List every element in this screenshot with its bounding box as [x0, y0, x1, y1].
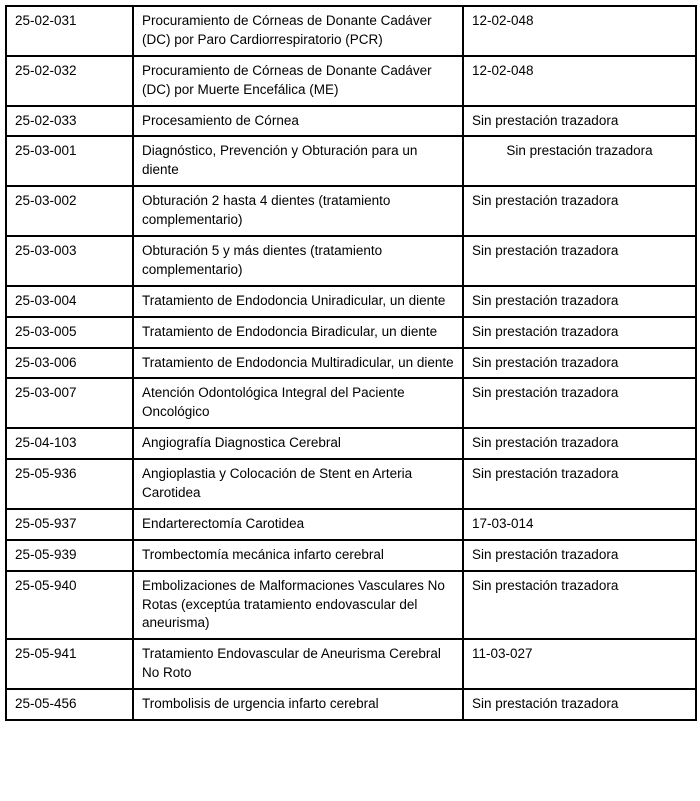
table-row — [6, 106, 696, 137]
code-cell: 25-02-031 — [6, 6, 133, 56]
tracer-cell: Sin prestación trazadora — [463, 428, 696, 459]
tracer-cell: 12-02-048 — [463, 6, 696, 56]
code-cell: 25-05-939 — [6, 540, 133, 571]
code-cell: 25-03-003 — [6, 236, 133, 286]
code-cell: 25-04-103 — [6, 428, 133, 459]
code-cell: 25-03-001 — [6, 136, 133, 186]
description-cell: Endarterectomía Carotidea — [133, 509, 463, 540]
table-row — [6, 317, 696, 348]
table-row — [6, 509, 696, 540]
table-row — [6, 348, 696, 379]
description-cell: Obturación 2 hasta 4 dientes (tratamiento complementario) — [133, 186, 463, 236]
table-row — [6, 689, 696, 720]
table-row — [6, 571, 696, 640]
code-cell: 25-05-940 — [6, 571, 133, 640]
code-cell: 25-02-032 — [6, 56, 133, 106]
table-row — [6, 286, 696, 317]
table-row — [6, 6, 696, 56]
description-cell: Atención Odontológica Integral del Paciente Oncológico — [133, 378, 463, 428]
tracer-cell: Sin prestación trazadora — [463, 378, 696, 428]
table-row — [6, 459, 696, 509]
table-row — [6, 56, 696, 106]
description-cell: Tratamiento Endovascular de Aneurisma Cerebral No Roto — [133, 639, 463, 689]
table-row — [6, 378, 696, 428]
description-cell: Procuramiento de Córneas de Donante Cadáver (DC) por Muerte Encefálica (ME) — [133, 56, 463, 106]
description-cell: Trombectomía mecánica infarto cerebral — [133, 540, 463, 571]
tracer-cell: Sin prestación trazadora — [463, 348, 696, 379]
code-cell: 25-03-006 — [6, 348, 133, 379]
code-cell: 25-05-937 — [6, 509, 133, 540]
code-cell: 25-05-941 — [6, 639, 133, 689]
tracer-cell: Sin prestación trazadora — [463, 689, 696, 720]
tracer-cell: 11-03-027 — [463, 639, 696, 689]
tracer-cell: 17-03-014 — [463, 509, 696, 540]
description-cell: Embolizaciones de Malformaciones Vasculares No Rotas (exceptúa tratamiento endovascular del aneurisma) — [133, 571, 463, 640]
table-row — [6, 540, 696, 571]
description-cell: Tratamiento de Endodoncia Biradicular, un diente — [133, 317, 463, 348]
tracer-cell: Sin prestación trazadora — [463, 459, 696, 509]
description-cell: Tratamiento de Endodoncia Uniradicular, un diente — [133, 286, 463, 317]
code-cell: 25-03-002 — [6, 186, 133, 236]
table-row — [6, 136, 696, 186]
code-cell: 25-05-936 — [6, 459, 133, 509]
description-cell: Tratamiento de Endodoncia Multiradicular, un diente — [133, 348, 463, 379]
table-row — [6, 186, 696, 236]
code-cell: 25-03-004 — [6, 286, 133, 317]
code-cell: 25-03-005 — [6, 317, 133, 348]
code-cell: 25-03-007 — [6, 378, 133, 428]
description-cell: Obturación 5 y más dientes (tratamiento complementario) — [133, 236, 463, 286]
description-cell: Angiografía Diagnostica Cerebral — [133, 428, 463, 459]
tracer-cell: Sin prestación trazadora — [463, 317, 696, 348]
table-row — [6, 428, 696, 459]
description-cell: Procesamiento de Córnea — [133, 106, 463, 137]
description-cell: Diagnóstico, Prevención y Obturación para un diente — [133, 136, 463, 186]
description-cell: Angioplastia y Colocación de Stent en Arteria Carotidea — [133, 459, 463, 509]
code-cell: 25-05-456 — [6, 689, 133, 720]
procedures-table — [5, 5, 697, 721]
table-row — [6, 236, 696, 286]
table-row — [6, 639, 696, 689]
tracer-cell: Sin prestación trazadora — [463, 236, 696, 286]
description-cell: Procuramiento de Córneas de Donante Cadáver (DC) por Paro Cardiorrespiratorio (PCR) — [133, 6, 463, 56]
tracer-cell: Sin prestación trazadora — [463, 186, 696, 236]
description-cell: Trombolisis de urgencia infarto cerebral — [133, 689, 463, 720]
tracer-cell: Sin prestación trazadora — [463, 540, 696, 571]
tracer-cell: Sin prestación trazadora — [463, 136, 696, 186]
tracer-cell: 12-02-048 — [463, 56, 696, 106]
tracer-cell: Sin prestación trazadora — [463, 571, 696, 640]
tracer-cell: Sin prestación trazadora — [463, 106, 696, 137]
tracer-cell: Sin prestación trazadora — [463, 286, 696, 317]
code-cell: 25-02-033 — [6, 106, 133, 137]
